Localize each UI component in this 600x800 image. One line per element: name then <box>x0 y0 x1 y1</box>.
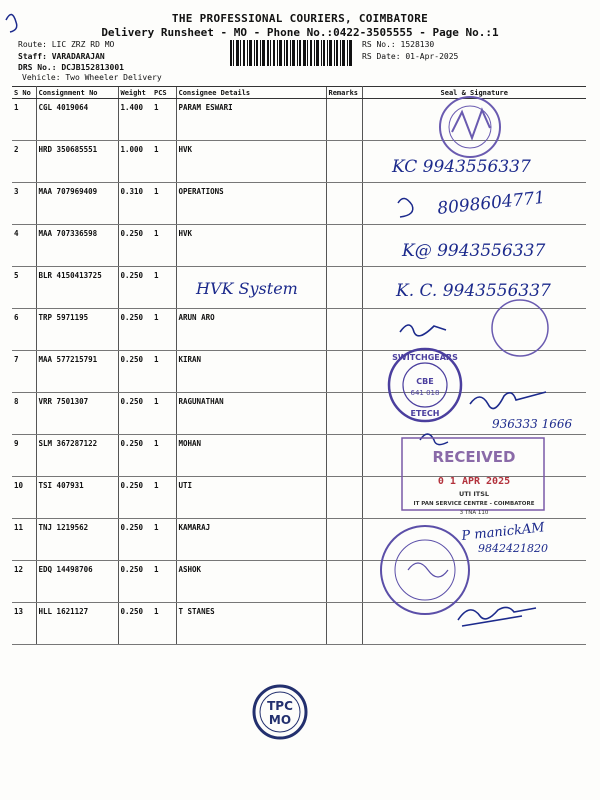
signature-row8 <box>470 392 546 409</box>
cell-consignment: BLR 4150413725 <box>36 267 118 309</box>
consignee-handwritten-row5: HVK System <box>196 279 298 298</box>
cell-consignment: TSI 407931 <box>36 477 118 519</box>
cell-consignment: MAA 707336598 <box>36 225 118 267</box>
cell-pcs: 1 <box>152 141 176 183</box>
cell-weight: 0.250 <box>118 477 152 519</box>
cell-pcs: 1 <box>152 435 176 477</box>
stamp-cbe-text: CBE <box>416 377 434 386</box>
cell-sno: 3 <box>12 183 36 225</box>
cell-pcs: 1 <box>152 99 176 141</box>
cell-weight: 0.250 <box>118 267 152 309</box>
cell-pcs: 1 <box>152 603 176 645</box>
cell-sno: 12 <box>12 561 36 603</box>
col-header-weight: Weight <box>118 87 152 99</box>
cell-pcs: 1 <box>152 225 176 267</box>
stamp-cbe-code: 641 018 <box>410 389 440 397</box>
received-text: RECEIVED <box>432 448 516 466</box>
cell-weight: 1.400 <box>118 99 152 141</box>
cell-sno: 6 <box>12 309 36 351</box>
cell-weight: 0.250 <box>118 225 152 267</box>
cell-pcs: 1 <box>152 477 176 519</box>
cell-weight: 0.250 <box>118 393 152 435</box>
signature-row3: 8098604771 <box>436 187 547 219</box>
cell-consignee: KAMARAJ <box>176 519 326 561</box>
cell-consignee: HVK <box>176 141 326 183</box>
corner-mark <box>6 14 17 32</box>
cell-pcs: 1 <box>152 561 176 603</box>
received-stamp <box>402 438 544 516</box>
signature-row9 <box>420 434 448 445</box>
signature-row4: K@ 9943556337 <box>402 241 546 261</box>
cell-consignment: MAA 577215791 <box>36 351 118 393</box>
cell-pcs: 1 <box>152 393 176 435</box>
scribble-row3 <box>398 198 413 217</box>
col-header-sno: S No <box>12 87 36 99</box>
cell-pcs: 1 <box>152 183 176 225</box>
cell-consignment: CGL 4019064 <box>36 99 118 141</box>
faint-stamp-row6 <box>492 300 548 356</box>
cell-consignment: HLL 1621127 <box>36 603 118 645</box>
signature-row2: KC 9943556337 <box>392 157 531 177</box>
col-header-consignee: Consignee Details <box>176 87 326 99</box>
col-header-pcs: PCS <box>152 87 176 99</box>
phone-row11: 9842421820 <box>478 542 548 555</box>
cell-weight: 1.000 <box>118 141 152 183</box>
staff-field: Staff: VARADARAJAN <box>18 52 105 61</box>
drs-field: DRS No.: DCJB152813001 <box>18 63 124 72</box>
tpc-mo-stamp <box>254 686 306 738</box>
route-field: Route: LIC ZRZ RD MO <box>18 40 115 49</box>
cell-consignee: ASHOK <box>176 561 326 603</box>
cell-pcs: 1 <box>152 519 176 561</box>
document-subtitle: Delivery Runsheet - MO - Phone No.:0422-3505555 - Page No.:1 <box>101 26 499 39</box>
signature-row6 <box>400 325 446 336</box>
cell-sno: 9 <box>12 435 36 477</box>
cell-weight: 0.250 <box>118 309 152 351</box>
col-header-remarks: Remarks <box>326 87 362 99</box>
received-date: 0 1 APR 2025 <box>437 476 511 487</box>
signature-row5: K. C. 9943556337 <box>396 281 551 301</box>
cell-consignment: MAA 707969409 <box>36 183 118 225</box>
document-title: THE PROFESSIONAL COURIERS, COIMBATORE <box>171 12 429 25</box>
cell-sno: 11 <box>12 519 36 561</box>
cell-weight: 0.250 <box>118 561 152 603</box>
cell-consignee: ARUN ARO <box>176 309 326 351</box>
cell-sno: 2 <box>12 141 36 183</box>
rs-number-field: RS No.: 1528130 <box>362 40 435 49</box>
cell-consignee: HVK <box>176 225 326 267</box>
cell-consignment: TRP 5971195 <box>36 309 118 351</box>
cell-consignee: T STANES <box>176 603 326 645</box>
phone-row9: 936333 1666 <box>492 417 573 431</box>
cell-consignee: PARAM ESWARI <box>176 99 326 141</box>
tpc-text: TPC <box>267 699 293 713</box>
stamp-etech-text: ETECH <box>410 409 440 418</box>
cell-consignee: RAGUNATHAN <box>176 393 326 435</box>
seal-stamp-row1 <box>440 97 500 157</box>
cell-weight: 0.250 <box>118 519 152 561</box>
col-header-consignment: Consignment No <box>36 87 118 99</box>
cell-consignment: SLM 367287122 <box>36 435 118 477</box>
col-header-seal: Seal & Signature <box>362 87 586 99</box>
cell-consignment: HRD 350685551 <box>36 141 118 183</box>
mo-text: MO <box>268 713 292 727</box>
cell-pcs: 1 <box>152 309 176 351</box>
cell-sno: 1 <box>12 99 36 141</box>
cell-consignee: MOHAN <box>176 435 326 477</box>
cell-weight: 0.250 <box>118 351 152 393</box>
cell-weight: 0.250 <box>118 435 152 477</box>
cell-consignee: OPERATIONS <box>176 183 326 225</box>
received-org: UTI ITSL <box>458 490 490 498</box>
cell-consignee: UTI <box>176 477 326 519</box>
cell-pcs: 1 <box>152 351 176 393</box>
cell-weight: 0.250 <box>118 603 152 645</box>
cell-sno: 5 <box>12 267 36 309</box>
cell-consignment: VRR 7501307 <box>36 393 118 435</box>
cell-consignment: EDQ 14498706 <box>36 561 118 603</box>
rs-date-field: RS Date: 01-Apr-2025 <box>362 52 459 61</box>
cell-sno: 13 <box>12 603 36 645</box>
round-seal-row12 <box>381 526 469 614</box>
cell-consignment: TNJ 1219562 <box>36 519 118 561</box>
vehicle-field: Vehicle: Two Wheeler Delivery <box>22 73 162 82</box>
stamp-switchgears-text: SWITCHGEARS <box>392 353 458 362</box>
cell-sno: 4 <box>12 225 36 267</box>
signature-row11: P manickAM <box>460 520 546 544</box>
cell-sno: 8 <box>12 393 36 435</box>
switchgears-stamp <box>389 349 461 421</box>
cell-sno: 10 <box>12 477 36 519</box>
signature-row13 <box>458 607 536 626</box>
cell-consignee: KIRAN <box>176 351 326 393</box>
cell-sno: 7 <box>12 351 36 393</box>
received-floor: 3 TNA 110 <box>459 510 489 516</box>
cell-weight: 0.310 <box>118 183 152 225</box>
cell-pcs: 1 <box>152 267 176 309</box>
received-centre: IT PAN SERVICE CENTRE - COIMBATORE <box>413 501 535 507</box>
